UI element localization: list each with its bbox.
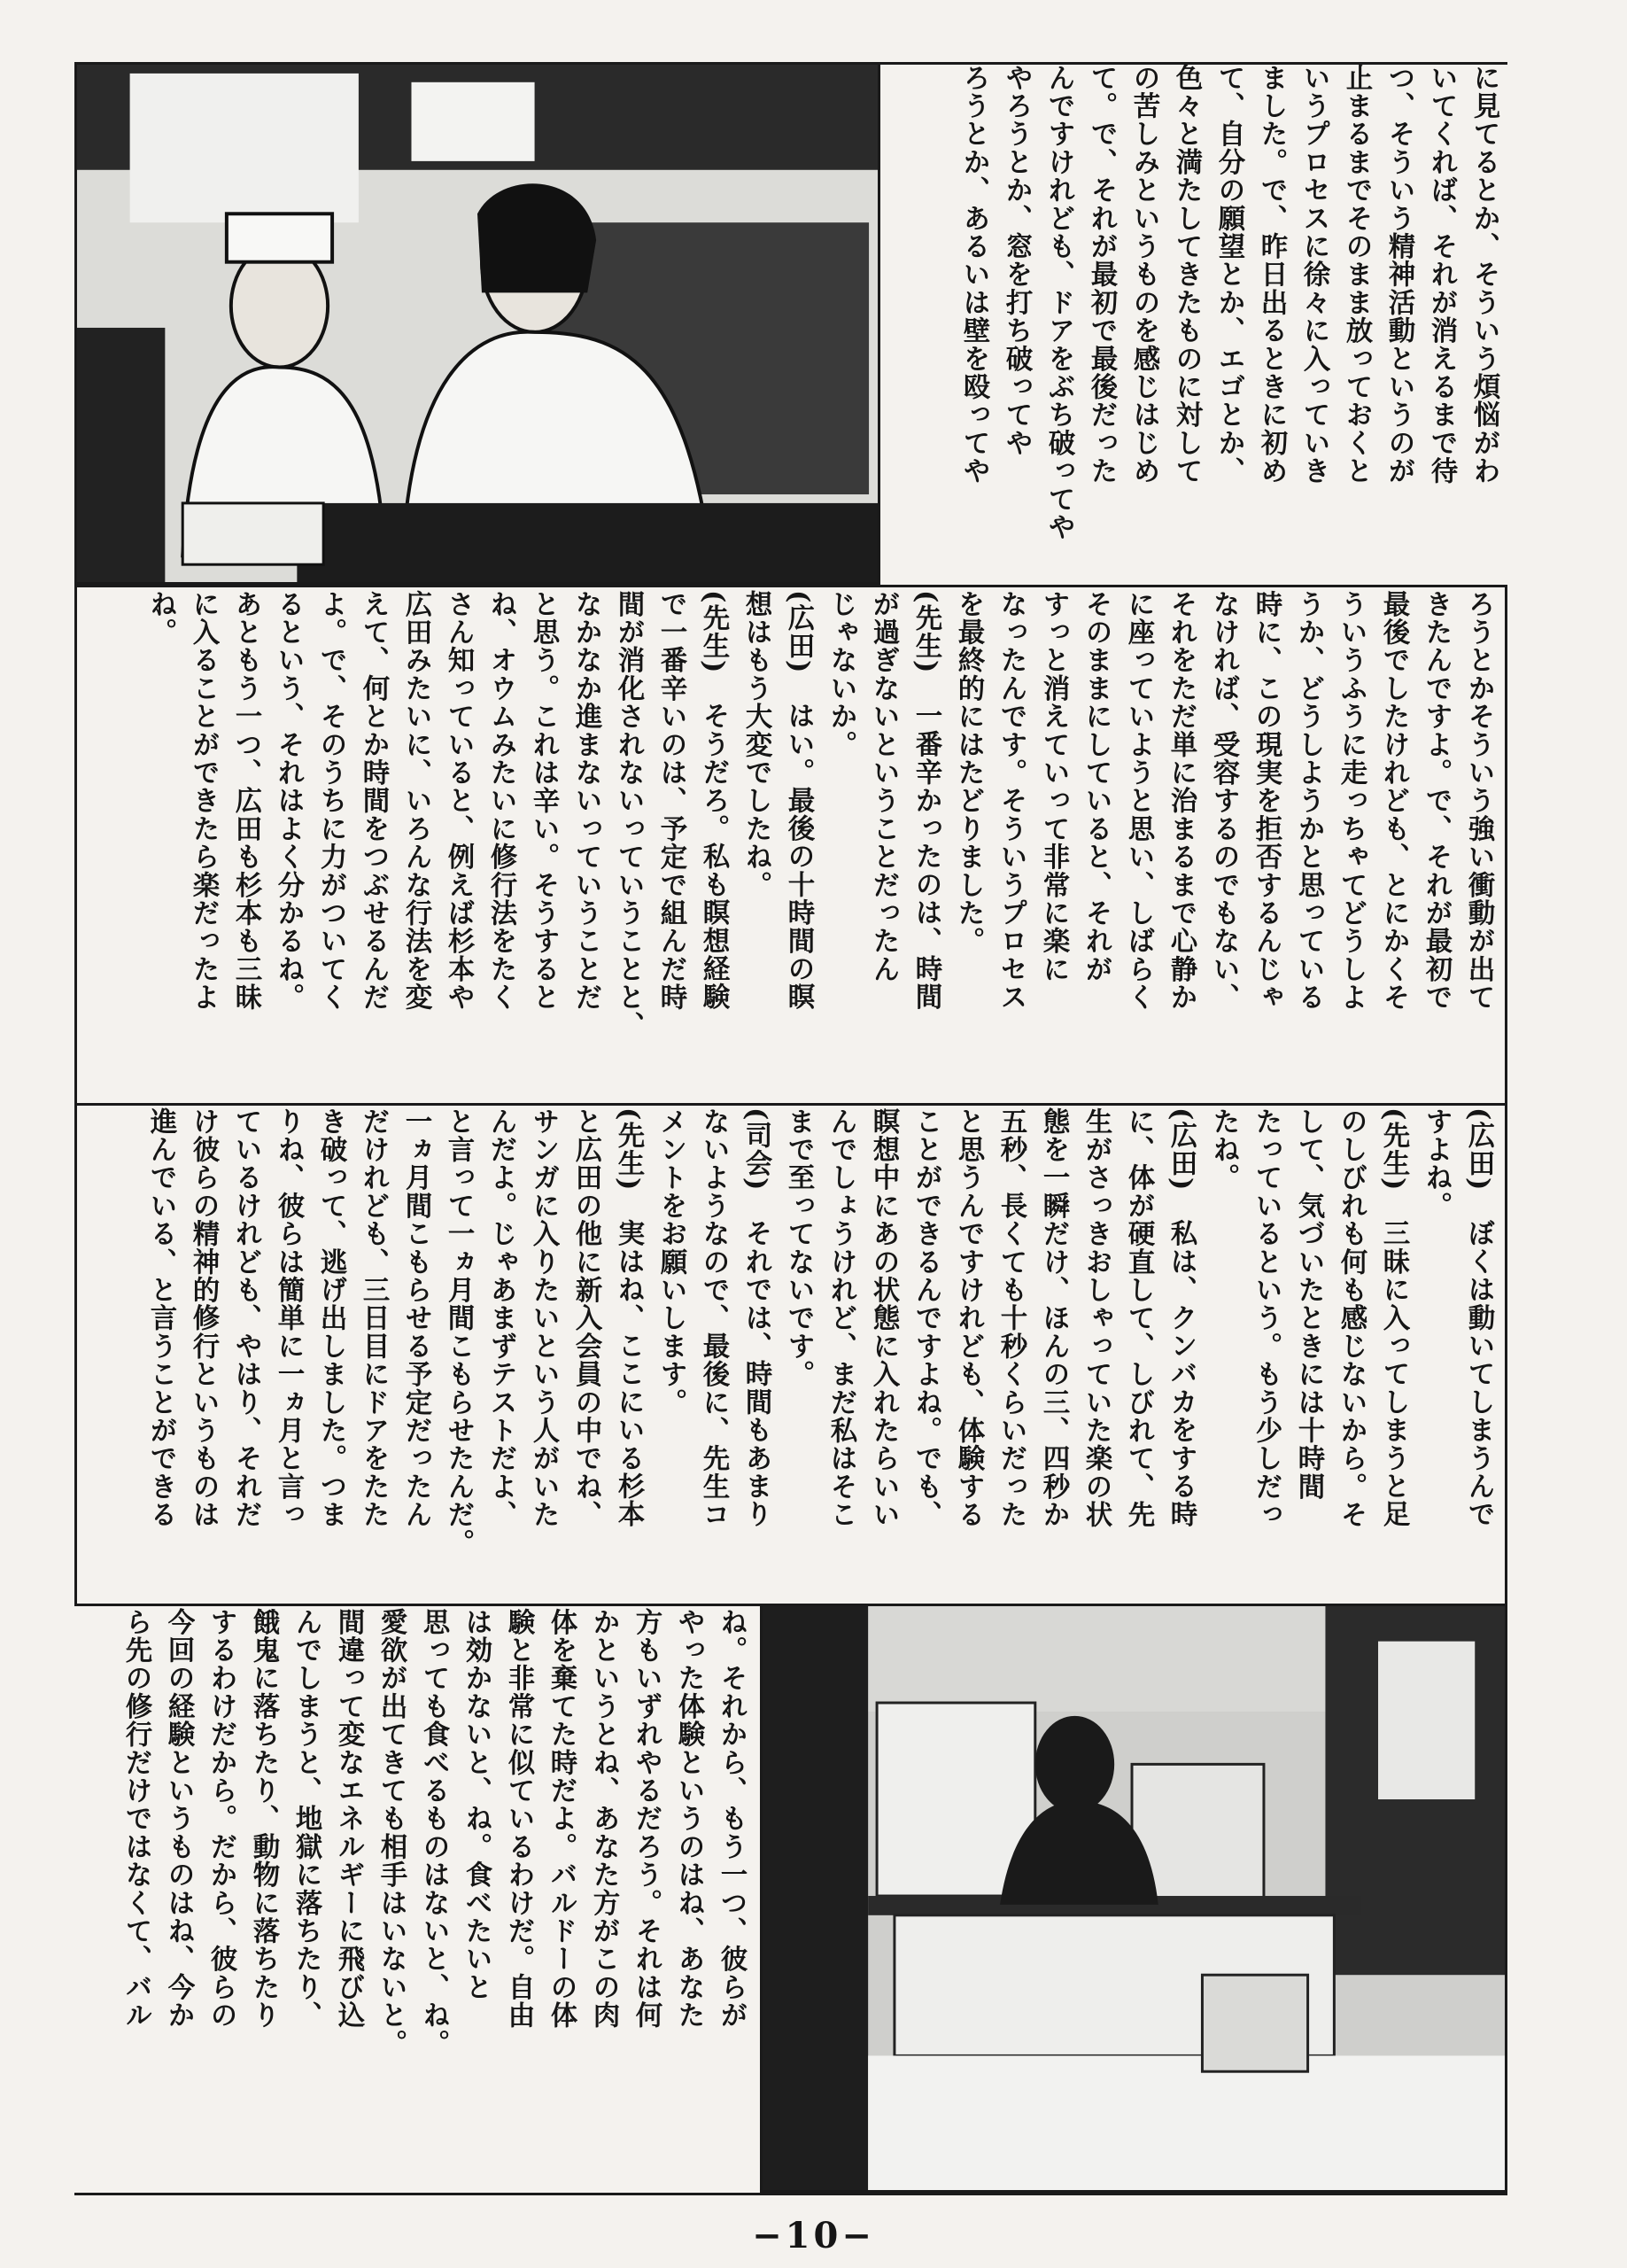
rule-1 <box>74 585 1507 587</box>
page-number: −10− <box>752 2215 875 2256</box>
photo-two-men-seated <box>74 62 880 585</box>
photo-person-meditating-in-room <box>760 1604 1507 2193</box>
rule-bottom <box>74 2193 1507 2195</box>
rule-right <box>1505 585 1507 1604</box>
rule-left <box>74 585 77 1604</box>
text-block-1 <box>886 64 1506 585</box>
text-block-3 <box>81 1107 1500 1602</box>
rule-2 <box>74 1103 1507 1106</box>
text-block-2 <box>81 590 1500 1102</box>
text-column: に見てるとか、そういう煩悩がわ いてくれば、それが消えるまで待 つ、そういう精神活動というのが 止まるまでそのまま放っておくと いうプロセスに徐々に入っていき ました。で、昨日出るときに初め て、自分の願望とか、エゴとか、 色々と満たしてきたものに対して の苦しみというものを感じはじめ て。で、それが最初で最後だった んですけれども、ドアをぶち破ってや やろうとか、窓を打ち破ってや ろうとか、あるいは壁を殴ってや <box>958 64 1500 541</box>
text-column: ろうとかそういう強い衝動が出て きたんですよ。で、それが最初で 最後でしたけれども、とにかくそ ういうふうに走っちゃてどうしよ うか、どうしようかと思っている 時に、この現実を拒否するんじゃ なければ、受容するのでもない、 それをただ単に治まるまで心静か に座っていようと思い、しばらく そのままにしていると、それが すっと消えていって非常に楽に なったんです。そういうプロセス を最終的にはたどりました。 (先生) 一番辛かったのは、時間 が過ぎないということだったん じゃないか。 (広田) はい。最後の十時間の瞑 想はもう大変でしたね。 (先生) そうだろ。私も瞑想経験 で一番辛いのは、予定で組んだ時 間が消化されないっていうことと、 なかなか進まないっていうことだ と思う。これは辛い。そうすると ね、オウムみたいに修行法をたく さん知っていると、例えば杉本や 広田みたいに、いろんな行法を変 えて、何とか時間をつぶせるんだ よ。で、そのうちに力がついてく るという、それはよく分かるね。 あともう一つ、広田も杉本も三昧 に入ることができたら楽だったよ ね。 <box>145 590 1495 1040</box>
text-block-4 <box>81 1608 753 2191</box>
text-column: ね。それから、もう一つ、彼らが やった体験というのはね、あなた 方もいずれやるだろう。それは何 かというとね、あなた方がこの肉 体を棄てた時だよ。バルドーの体 験と非常に似ているわけだ。自由 は効かないと、ね。食べたいと 思っても食べるものはないと、ね。 愛欲が出てきても相手はいないと。 間違って変なエネルギーに飛び込 んでしまうと、地獄に落ちたり、 餓鬼に落ちたり、動物に落ちたり するわけだから。だから、彼らの 今回の経験というものはね、今か ら先の修行だけではなくて、バル <box>120 1608 748 2058</box>
text-column: (広田) ぼくは動いてしまうんで すよね。 (先生) 三昧に入ってしまうと足 のしびれも何も感じないから。そ して、気づいたときには十時間 たっているという。もう少しだっ たね。 (広田) 私は、クンバカをする時 に、体が硬直して、しびれて、先 生がさっきおしゃっていた楽の状 態を一瞬だけ、ほんの三、四秒か 五秒、長くても十秒くらいだった と思うんですけれども、体験する ことができるんですよね。でも、 瞑想中にあの状態に入れたらいい んでしょうけれど、まだ私はそこ まで至ってないです。 (司会) それでは、時間もあまり ないようなので、最後に、先生コ メントをお願いします。 (先生) 実はね、ここにいる杉本 と広田の他に新入会員の中でね、 サンガに入りたいという人がいた んだよ。じゃあまずテストだよ、 と言って一ヵ月間こもらせたんだ。 一ヵ月間こもらせる予定だったん だけれども、三日目にドアをたた き破って、逃げ出しました。つま りね、彼らは簡単に一ヵ月と言っ ているけれども、やはり、それだ け彼らの精神的修行というものは 進んでいる、と言うことができる <box>145 1107 1495 1557</box>
